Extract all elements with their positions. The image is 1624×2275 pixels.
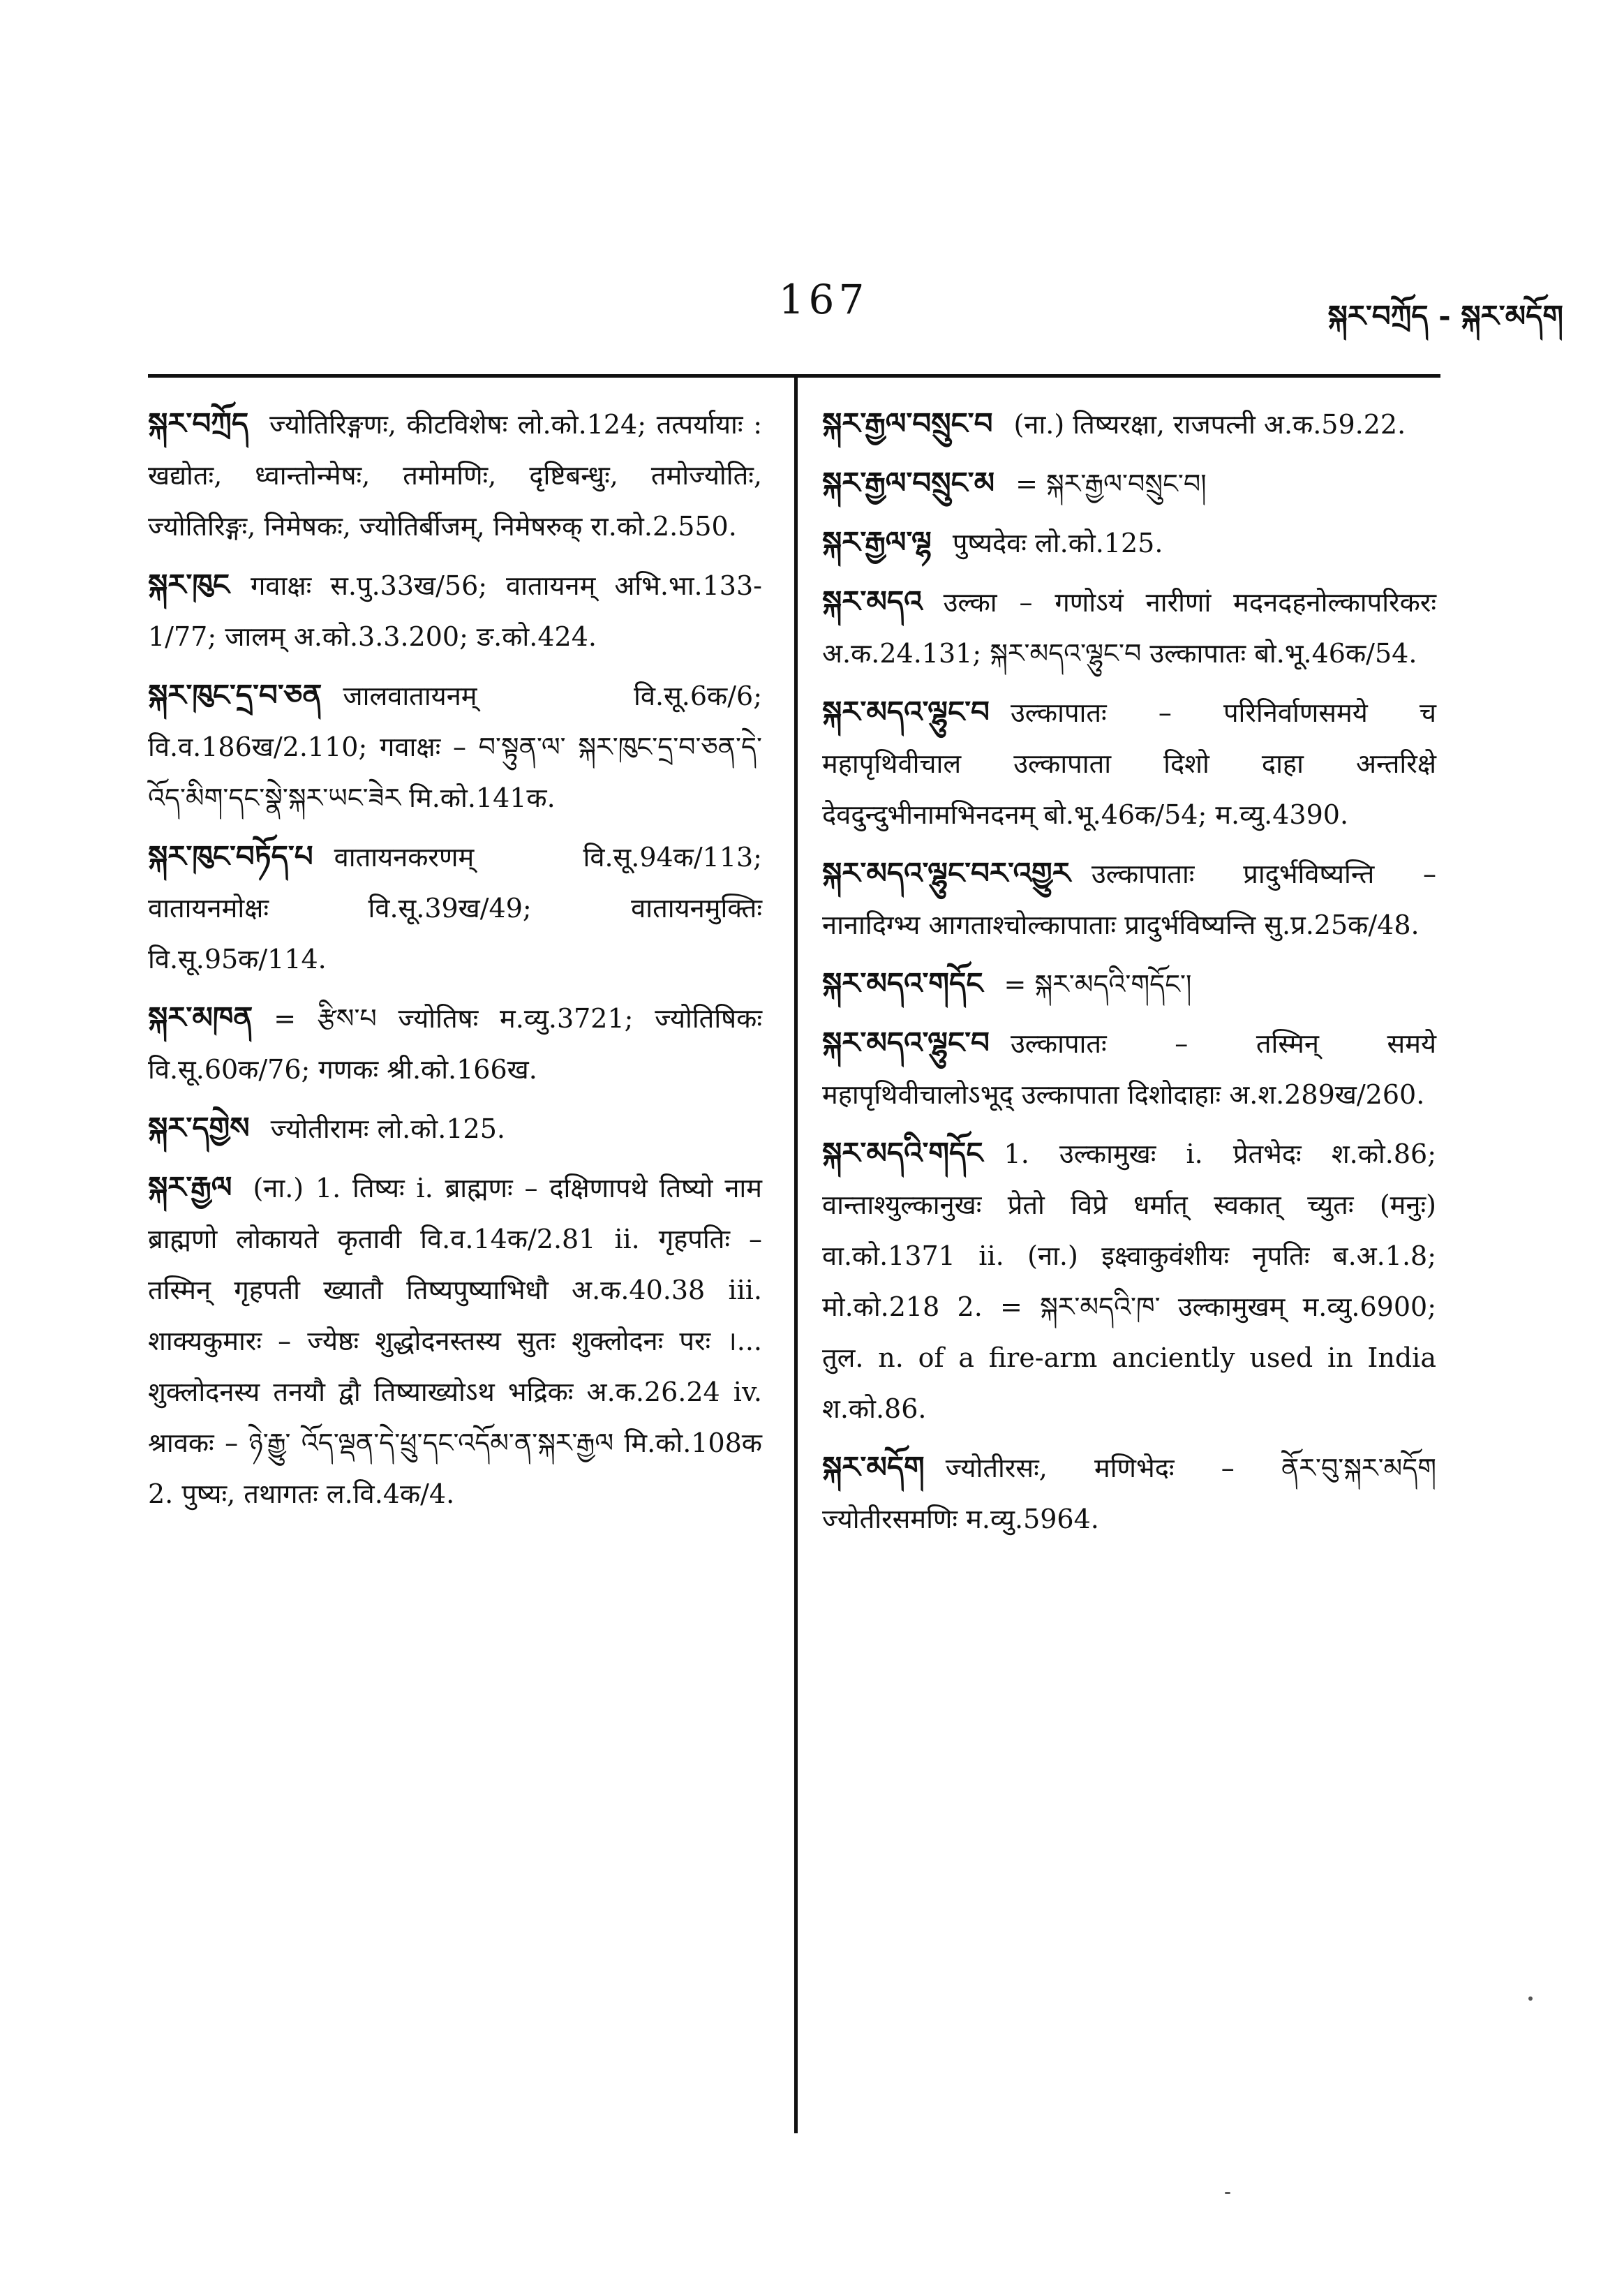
dictionary-entry bbox=[148, 992, 762, 1095]
entry-headword: སྐར་མདའ་གདོང bbox=[822, 966, 983, 1000]
dictionary-entry bbox=[148, 1162, 762, 1520]
entry-definition: (ना.) तिष्यरक्षा, राजपत्नी अ.क.59.22. bbox=[1013, 409, 1406, 440]
entry-definition: उल्कापाताः प्रादुर्भविष्यन्ति – नानादिग्भ्य आगताश्चोल्कापाताः प्रादुर्भविष्यन्ति सु.प्र.25क/48. bbox=[822, 859, 1436, 940]
dictionary-entry bbox=[822, 958, 1436, 1010]
right-column bbox=[822, 398, 1436, 1552]
entry-headword: སྐར་མདའ་ལྷུང་བ bbox=[822, 695, 990, 729]
entry-headword: སྐར་བཀྲོད bbox=[148, 406, 249, 440]
entry-definition: उल्कापातः – परिनिर्वाणसमये च महापृथिवीचाल उल्कापाता दिशो दाहा अन्तरिक्षे देवदुन्दुभीनामभिनदनम् बो.भू.46क/54; म.व्यु.4390. bbox=[822, 697, 1436, 830]
entry-definition: ज्योतीरामः लो.को.125. bbox=[270, 1113, 505, 1144]
entry-definition: (ना.) 1. तिष्यः i. ब्राह्मणः – दक्षिणापथे तिष्यो नाम ब्राह्मणो लोकायते कृतावी वि.व.14क/2.81 ii. गृहपतिः – तस्मिन् गृहपती ख्यातौ तिष्यपुष्याभिधौ अ.क.40.38 iii. शाक्यकुमारः – ज्येष्ठः शुद्धोदनस्तस्य सुतः शुक्लोदनः परः ।... शुक्लोदनस्य तनयौ द्वौ तिष्याख्योऽथ भद्रिकः अ.क.26.24 iv. श्रावकः – ཉེ་རྒྱུ་ འོད་ལྡན་དེ་ཕྲུ་དང་འདོམ་ན་སྐར་རྒྱལ मि.को.108क 2. पुष्यः, तथागतः ल.वि.4क/4. bbox=[148, 1173, 762, 1509]
entry-headword: སྐར་མདའ་ལྷུང་བ bbox=[822, 1025, 990, 1060]
entry-headword: སྐར་ཁུང་དྲ་བ་ཅན bbox=[148, 678, 322, 712]
entry-headword: སྐར་ཁུང་བཏོད་པ bbox=[148, 839, 313, 873]
entry-headword: སྐར་རྒྱལ bbox=[148, 1170, 232, 1204]
entry-headword: སྐར་རྒྱལ་བསྲུང་བ bbox=[822, 406, 993, 440]
running-head: སྐར་བཀྲོད - སྐར་མདོག bbox=[1327, 299, 1563, 333]
dictionary-entry bbox=[822, 457, 1436, 510]
entry-definition: ज्योतीरसः, मणिभेदः – ནོར་བུ་སྐར་མདོག ज्योतीरसमणिः म.व्यु.5964. bbox=[822, 1453, 1436, 1534]
dictionary-entry bbox=[148, 1102, 762, 1155]
page-number: 167 bbox=[778, 276, 869, 323]
entry-headword: སྐར་མདའི་གདོང bbox=[822, 1136, 983, 1170]
dictionary-entry bbox=[822, 1127, 1436, 1435]
scan-speck bbox=[1225, 2192, 1230, 2194]
dictionary-entry bbox=[822, 576, 1436, 679]
dictionary-entry bbox=[822, 686, 1436, 840]
entry-headword: སྐར་མཁན bbox=[148, 1000, 253, 1035]
entry-headword: སྐར་དགྱེས bbox=[148, 1111, 250, 1145]
entry-headword: སྐར་མདའ bbox=[822, 584, 923, 618]
entry-headword: སྐར་རྒྱལ་བསྲུང་མ bbox=[822, 466, 995, 500]
entry-definition: उल्कापातः – तस्मिन् समये महापृथिवीचालोऽभूद् उल्कापाता दिशोदाहाः अ.श.289ख/260. bbox=[822, 1028, 1436, 1110]
dictionary-entry bbox=[822, 398, 1436, 450]
dictionary-entry bbox=[148, 559, 762, 662]
dictionary-entry bbox=[822, 847, 1436, 951]
entry-headword: སྐར་ཁུང bbox=[148, 568, 230, 602]
entry-definition: = སྐར་རྒྱལ་བསྲུང་བ། bbox=[1015, 468, 1207, 499]
entry-definition: 1. उल्कामुखः i. प्रेतभेदः श.को.86; वान्ताश्युल्कानुखः प्रेतो विप्रे धर्मात् स्वकात् च्युतः (मनुः) वा.को.1371 ii. (ना.) इक्ष्वाकुवंशीयः नृपतिः ब.अ.1.8; मो.को.218 2. = སྐར་མདའི་ཁ་ उल्कामुखम् म.व्यु.6900; तुल. n. of a fire-arm anciently used in India श.को.86. bbox=[822, 1139, 1436, 1424]
entry-headword: སྐར་རྒྱལ་ལྷ bbox=[822, 525, 932, 559]
dictionary-entry bbox=[148, 669, 762, 824]
column-divider bbox=[794, 374, 798, 2133]
entry-definition: = སྐར་མདའི་གདོང་། bbox=[1004, 969, 1192, 1000]
entry-definition: ज्योतिरिङ्गणः, कीटविशेषः लो.को.124; तत्पर्यायाः : खद्योतः, ध्वान्तोन्मेषः, तमोमणिः, दृष्टिबन्धुः, तमोज्योतिः, ज्योतिरिङ्गः, निमेषकः, ज्योतिर्बीजम्, निमेषरुक् रा.को.2.550. bbox=[148, 409, 762, 542]
scan-speck bbox=[1528, 1996, 1533, 2001]
dictionary-entry bbox=[148, 398, 762, 552]
entry-definition: गवाक्षः स.पु.33ख/56; वातायनम् अभि.भा.133-1/77; जालम् अ.को.3.3.200; ङ.को.424. bbox=[148, 570, 762, 652]
dictionary-entry bbox=[148, 831, 762, 985]
entry-definition: वातायनकरणम् वि.सू.94क/113; वातायनमोक्षः वि.सू.39ख/49; वातायनमुक्तिः वि.सू.95क/114. bbox=[148, 842, 762, 975]
entry-headword: སྐར་མདའ་ལྷུང་བར་འགྱུར bbox=[822, 856, 1071, 890]
entry-definition: = རྩིས་པ ज्योतिषः म.व्यु.3721; ज्योतिषिकः वि.सू.60क/76; गणकः श्री.को.166ख. bbox=[148, 1003, 762, 1085]
dictionary-entry bbox=[822, 1442, 1436, 1545]
entry-headword: སྐར་མདོག bbox=[822, 1450, 925, 1484]
dictionary-entry bbox=[822, 1017, 1436, 1120]
left-column bbox=[148, 398, 762, 1527]
entry-definition: उल्का – गणोऽयं नारीणां मदनदहनोल्कापरिकरः अ.क.24.131; སྐར་མདའ་ལྷུང་བ उल्कापातः बो.भू.46क/54. bbox=[822, 587, 1436, 669]
entry-definition: जालवातायनम् वि.सू.6क/6; वि.व.186ख/2.110; गवाक्षः – བ་སྟུན་ལ་ སྐར་ཁུང་དྲ་བ་ཅན་དེ་འོད་མིག་དང་སྣེ་སྐར་ཡང་ཟེར मि.को.141क. bbox=[148, 681, 762, 813]
dictionary-entry bbox=[822, 517, 1436, 569]
entry-definition: पुष्यदेवः लो.को.125. bbox=[952, 528, 1163, 558]
